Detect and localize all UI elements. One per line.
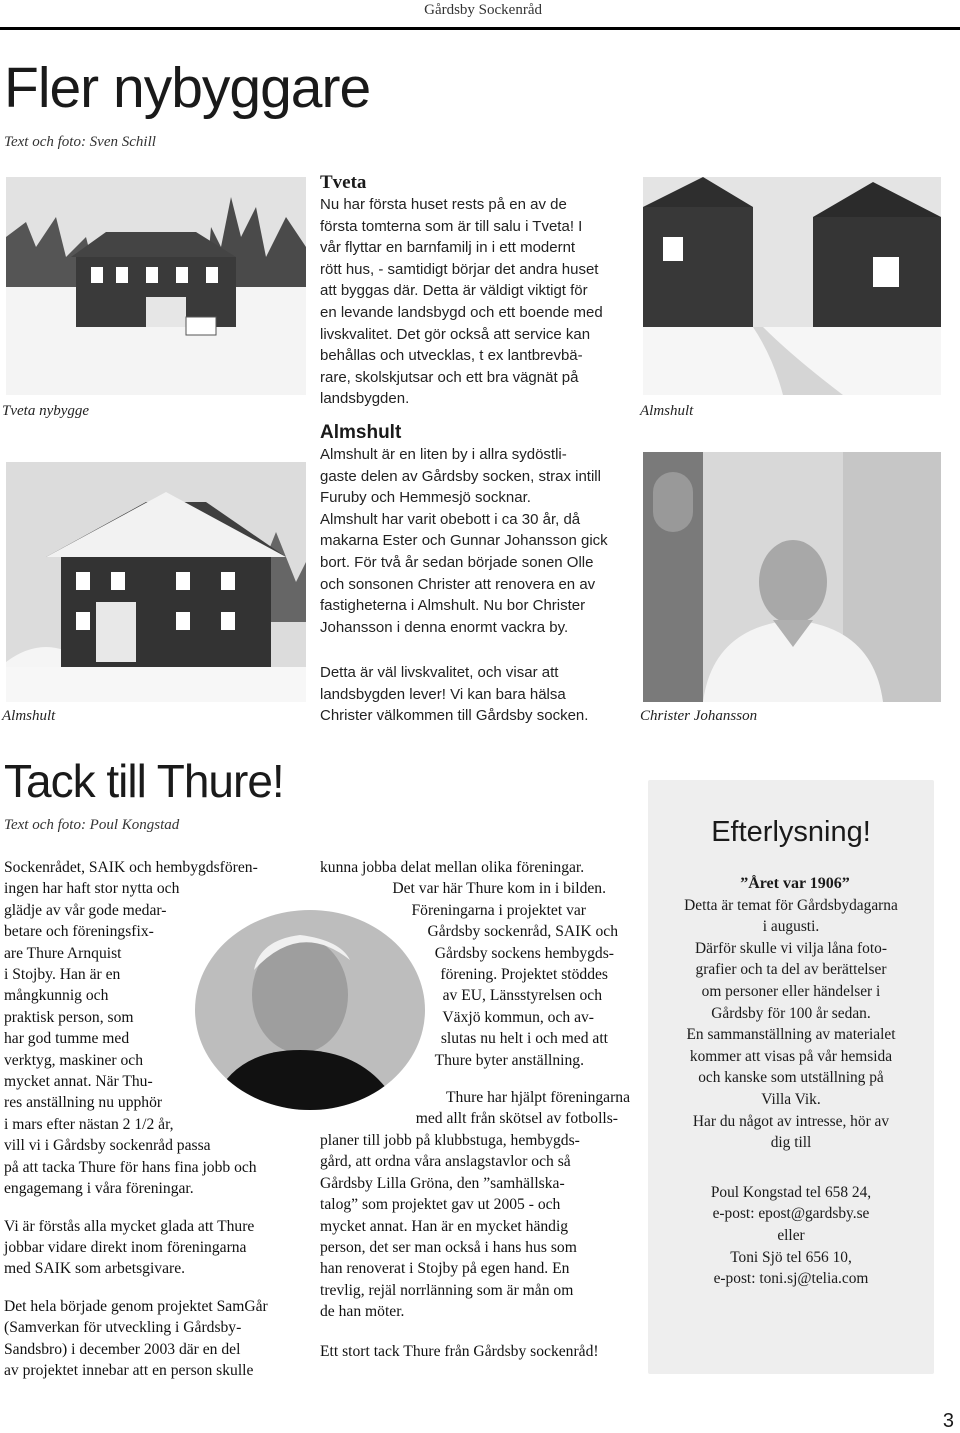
efterlysning-line: i augusti. <box>762 918 820 936</box>
efterlysning-line: grafier och ta del av berättelser <box>695 961 887 979</box>
efterlysning-box <box>648 780 934 1374</box>
thure-mid-closing: Ett stort tack Thure från Gårdsby sockenråd! <box>320 1342 599 1360</box>
almshult-line: Almshult är en liten by i allra sydöstli- <box>320 445 567 463</box>
almshult-line: Johansson i denna enormt vackra by. <box>320 618 569 636</box>
thure-left-p3-line: Sandsbro) i december 2003 där en del <box>4 1340 241 1358</box>
thure-mid-line: Thure byter anställning. <box>434 1051 584 1069</box>
thure-left-line: mycket annat. När Thu- <box>4 1073 153 1091</box>
thure-left-line: i mars efter nästan 2 1/2 år, <box>4 1115 174 1133</box>
article2-title: Tack till Thure! <box>4 755 284 807</box>
thure-mid-line: Föreningarna i projektet var <box>411 901 586 919</box>
efterlysning-contact: Toni Sjö tel 656 10, <box>730 1248 852 1266</box>
thure-left-p3-line: av projektet innebar att en person skulle <box>4 1361 254 1379</box>
thure-mid-p2-line: person, det ser man också i hans hus som <box>320 1238 577 1256</box>
efterlysning-line: Har du något av intresse, hör av <box>692 1112 890 1130</box>
thure-mid-p2-line: Thure har hjälpt föreningarna <box>445 1089 630 1107</box>
efterlysning-contact: Poul Kongstad tel 658 24, <box>710 1183 872 1201</box>
thure-mid-line: Gårdsby sockenråd, SAIK och <box>427 923 618 941</box>
efterlysning-line: En sammanställning av materialet <box>686 1026 896 1044</box>
tveta-body <box>320 194 638 410</box>
thure-left-line: ingen har haft stor nytta och <box>4 880 180 898</box>
thure-left-p3-line: Det hela började genom projektet SamGår <box>4 1297 268 1315</box>
caption-tveta: Tveta nybygge <box>2 403 90 419</box>
efterlysning-line: Därför skulle vi vilja låna foto- <box>695 939 887 957</box>
article1-closing <box>320 662 638 727</box>
tveta-line: landsbygden. <box>320 390 410 408</box>
almshult-house-photo-left <box>6 462 306 702</box>
tveta-house-photo <box>6 177 306 395</box>
thure-mid-line: Det var här Thure kom in i bilden. <box>392 880 606 898</box>
thure-left-p2-line: jobbar vidare direkt inom föreningarna <box>4 1238 247 1256</box>
thure-left-line: på att tacka Thure för hans fina jobb och <box>4 1158 257 1176</box>
closing-line: landsbygden lever! Vi kan bara hälsa <box>320 685 566 703</box>
tveta-line: att byggas där. Detta är väldigt viktigt för <box>320 282 588 300</box>
thure-left-line: are Thure Arnquist <box>4 944 122 962</box>
thure-mid-line: slutas nu helt i och med att <box>440 1030 608 1048</box>
efterlysning-line: kommer att visas på vår hemsida <box>689 1047 893 1065</box>
tveta-line: rött hus, - samtidigt börjar det andra huset <box>320 260 599 278</box>
thure-left-p2-line: med SAIK som arbetsgivare. <box>4 1260 186 1278</box>
tveta-line: livskvalitet. Det gör också att service kan <box>320 325 591 343</box>
article2-left-column <box>4 857 309 1391</box>
thure-mid-line: Växjö kommun, och av- <box>442 1008 594 1026</box>
almshult-line: och sonsonen Christer att renovera en av <box>320 575 596 593</box>
thure-mid-line: av EU, Länsstyrelsen och <box>442 987 602 1005</box>
efterlysning-email-link[interactable]: e-post: toni.sj@telia.com <box>713 1270 869 1288</box>
page-number: 3 <box>942 1410 954 1432</box>
thure-left-line: engagemang i våra föreningar. <box>4 1180 194 1198</box>
thure-left-line: vill vi i Gårdsby sockenråd passa <box>4 1137 211 1155</box>
tveta-line: en levande landsbygd och ett boende med <box>320 303 603 321</box>
thure-mid-p2-line: han renoverat i Stojby på egen hand. En <box>320 1260 570 1278</box>
almshult-barns-photo <box>643 177 941 395</box>
thure-mid-line: Gårdsby sockens hembygds- <box>434 944 614 962</box>
thure-mid-p2-line: gård, att ordna våra anslagstavlor och så <box>320 1153 571 1171</box>
thure-left-line: Sockenrådet, SAIK och hembygdsfören- <box>4 859 258 876</box>
almshult-heading: Almshult <box>320 421 402 443</box>
closing-line: Christer välkommen till Gårdsby socken. <box>320 707 589 725</box>
thure-left-p2-line: Vi är förstås alla mycket glada att Thure <box>4 1217 255 1235</box>
caption-almshult-left: Almshult <box>2 708 56 724</box>
article1-title: Fler nybyggare <box>4 56 371 120</box>
caption-almshult-right: Almshult <box>640 403 694 419</box>
caption-christer: Christer Johansson <box>640 708 758 724</box>
efterlysning-line: om personer eller händelser i <box>701 982 881 1000</box>
efterlysning-email-link[interactable]: e-post: epost@gardsby.se <box>712 1205 870 1223</box>
thure-left-line: glädje av vår gode medar- <box>4 901 167 919</box>
efterlysning-line: dig till <box>770 1134 812 1152</box>
efterlysning-line: Gårdsby för 100 år sedan. <box>711 1004 871 1022</box>
running-header: Gårdsby Sockenråd <box>424 2 542 18</box>
efterlysning-quote: ”Året var 1906” <box>740 875 850 892</box>
thure-mid-p2-line: trevlig, rejäl norrlänning som är mån om <box>320 1281 574 1299</box>
thure-mid-p2-line: med allt från skötsel av fotbolls- <box>415 1110 618 1128</box>
thure-mid-p2-line: talog” som projektet gav ut 2005 - och <box>320 1196 561 1214</box>
thure-mid-p2-line: de han möter. <box>320 1303 405 1321</box>
almshult-line: gaste delen av Gårdsby socken, strax intill <box>320 467 601 485</box>
thure-left-line: mångkunnig och <box>4 987 109 1005</box>
efterlysning-line: och kanske som utställning på <box>698 1069 884 1087</box>
thure-left-p3-line: (Samverkan för utveckling i Gårdsby- <box>4 1319 242 1337</box>
thure-mid-line: förening. Projektet stöddes <box>440 966 608 984</box>
header-rule <box>0 27 960 30</box>
efterlysning-line: Detta är temat för Gårdsbydagarna <box>684 896 898 914</box>
almshult-line: makarna Ester och Gunnar Johansson gick <box>320 532 608 550</box>
efterlysning-line: Villa Vik. <box>761 1090 821 1108</box>
thure-left-line: i Stojby. Han är en <box>4 966 121 984</box>
almshult-line: fastigheterna i Almshult. Nu bor Christer <box>320 597 586 615</box>
thure-mid-p2-line: Gårdsby Lilla Gröna, den ”samhällska- <box>320 1174 565 1192</box>
almshult-body <box>320 444 638 638</box>
tveta-line: rare, skolskjutsar och ett bra vägnät på <box>320 368 579 386</box>
tveta-line: Nu har första huset rests på en av de <box>320 196 567 213</box>
efterlysning-title: Efterlysning! <box>711 816 871 848</box>
thure-mid-p2-line: mycket annat. Han är en mycket händig <box>320 1217 569 1235</box>
tveta-line: vår flyttar en barnfamilj in i ett modernt <box>320 239 576 257</box>
thure-mid-p2-line: planer till jobb på klubbstuga, hembygds- <box>320 1131 580 1149</box>
almshult-line: bort. För två år sedan började sonen Olle <box>320 553 594 571</box>
efterlysning-contact: eller <box>777 1226 805 1244</box>
article1-center-column <box>320 172 638 638</box>
thure-left-line: res anställning nu upphör <box>4 1094 163 1112</box>
almshult-line: Furuby och Hemmesjö socknar. <box>320 489 531 507</box>
thure-left-line: verktyg, maskiner och <box>4 1051 144 1069</box>
thure-left-line: praktisk person, som <box>4 1008 134 1026</box>
tveta-line: behållas och utvecklas, t ex lantbrevbä- <box>320 347 583 365</box>
christer-johansson-photo <box>643 452 941 702</box>
closing-line: Detta är väl livskvalitet, och visar att <box>320 664 559 681</box>
thure-mid-line: kunna jobba delat mellan olika föreningar. <box>320 859 585 876</box>
article1-credit: Text och foto: Sven Schill <box>4 134 156 150</box>
tveta-heading: Tveta <box>320 172 367 193</box>
article2-mid-column <box>320 857 638 1362</box>
article2-credit: Text och foto: Poul Kongstad <box>4 817 180 833</box>
thure-left-line: betare och föreningsfix- <box>4 923 154 941</box>
tveta-line: första tomterna som är till salu i Tveta! I <box>320 217 583 235</box>
almshult-line: Almshult har varit obebott i ca 30 år, då <box>320 510 581 528</box>
thure-left-line: har god tumme med <box>4 1030 130 1048</box>
